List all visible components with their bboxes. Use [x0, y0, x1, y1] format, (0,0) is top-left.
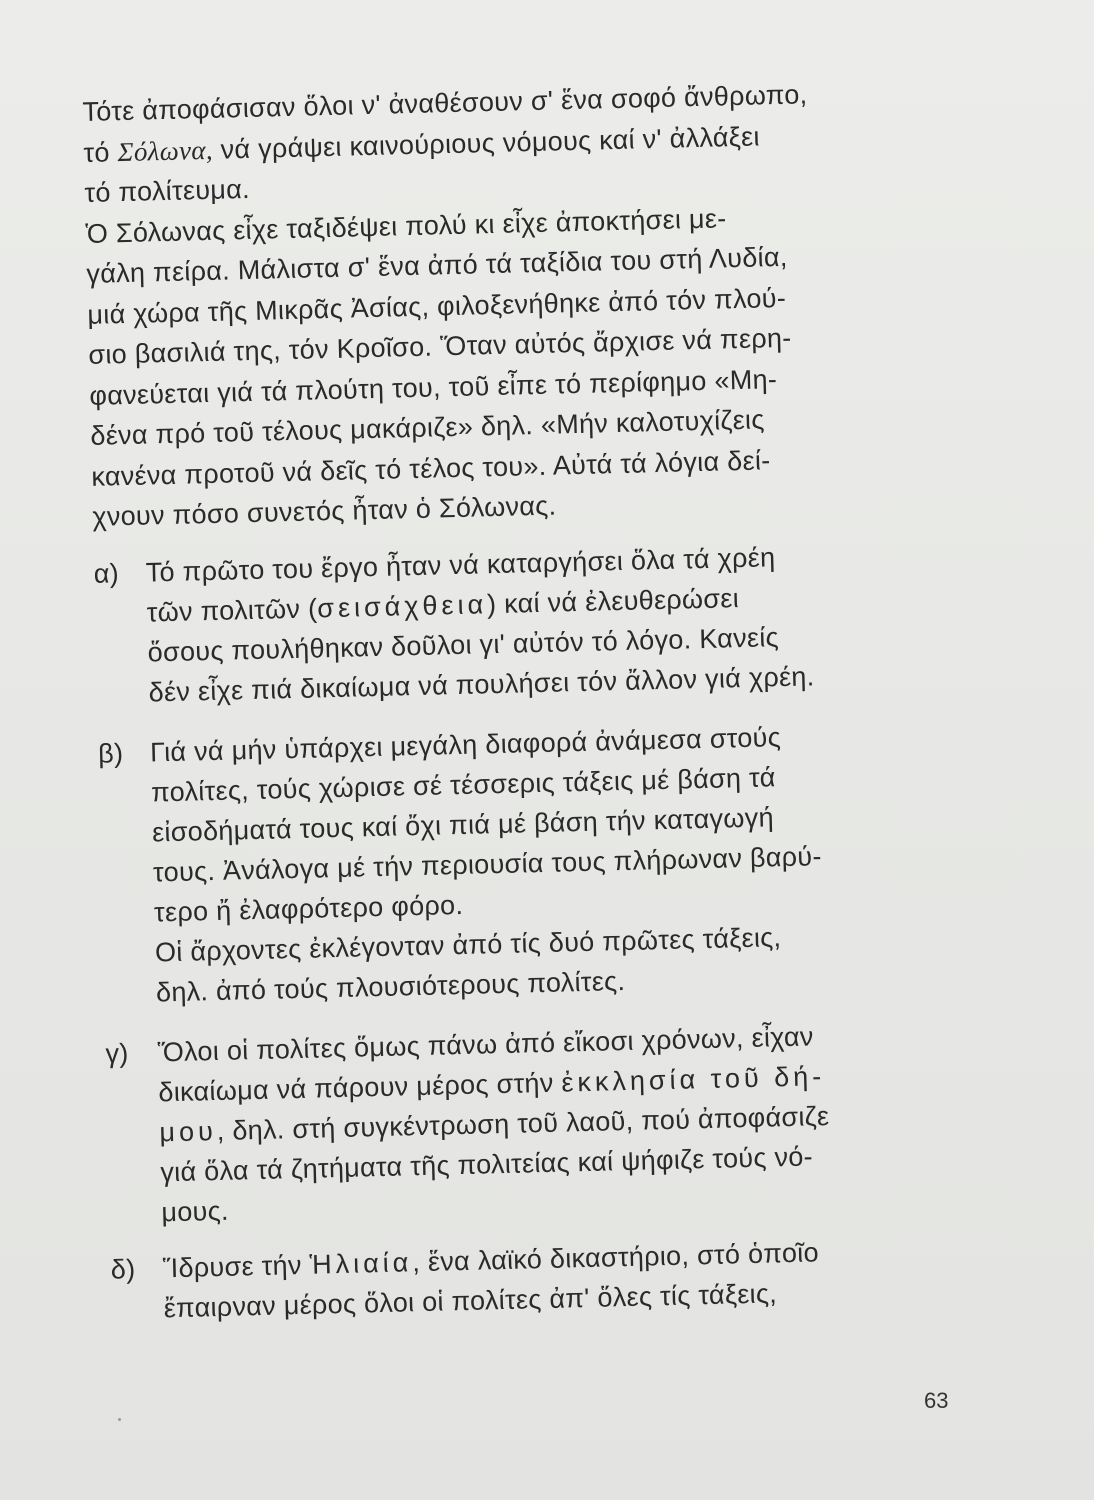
text-span: τό: [83, 136, 118, 168]
list-item-c: [105, 1012, 970, 1233]
ekklesia-term-end: μου: [159, 1115, 218, 1147]
text-line: Ὅλοι οἱ πολίτες ὅμως πάνω ἀπό εἴκοσι χρόνων, εἶχαν: [157, 1020, 814, 1067]
text-line: γάλη πείρα. Μάλιστα σ' ἕνα ἀπό τά ταξίδια του στή Λυδία,: [86, 241, 788, 289]
text-line: σιο βασιλιά της, τόν Κροῖσο. Ὅταν αὐτός ἄρχισε νά περη-: [88, 322, 792, 370]
text-line: πολίτες, τούς χώρισε σέ τέσσερις τάξεις μέ βάση τά: [150, 761, 776, 808]
text-line: κανένα προτοῦ νά δεῖς τό τέλος του». Αὐτά τά λόγια δεί-: [91, 444, 771, 492]
list-marker: α): [93, 557, 120, 589]
text-line: τους. Ἀνάλογα μέ τήν περιουσία τους πλήρωναν βαρύ-: [152, 840, 823, 887]
list-marker: δ): [110, 1253, 136, 1285]
text-line: φανεύεται γιά τά πλούτη του, τοῦ εἶπε τό περίφημο «Μη-: [89, 363, 778, 411]
seisachtheia-term: σεισάχθεια: [316, 588, 488, 623]
text-span: , ἕνα λαϊκό δικαστήριο, στό ὁποῖο: [411, 1236, 820, 1277]
list-marker: γ): [105, 1037, 129, 1069]
page-text: [82, 71, 972, 1329]
text-line: δηλ. ἀπό τούς πλουσιότερους πολίτες.: [155, 965, 626, 1007]
paragraph-intro: [82, 71, 945, 213]
text-line: Ὁ Σόλωνας εἶχε ταξιδέψει πολύ κι εἶχε ἀποκτήσει με-: [85, 202, 727, 249]
text-line: τερο ἤ ἐλαφρότερο φόρο.: [153, 889, 464, 927]
text-line: μιά χώρα τῆς Μικρᾶς Ἀσίας, φιλοξενήθηκε ἀπό τόν πλού-: [87, 282, 787, 330]
text-line: εἰσοδήματά τους καί ὄχι πιά μέ βάση τήν καταγωγή: [151, 801, 775, 848]
text-line: γιά ὅλα τά ζητήματα τῆς πολιτείας καί ψήφιζε τούς νό-: [160, 1140, 814, 1187]
text-line: μους.: [161, 1195, 230, 1227]
text-line: χνουν πόσο συνετός ἦταν ὁ Σόλωνας.: [92, 490, 557, 532]
text-span: δικαίωμα νά πάρουν μέρος στήν: [158, 1067, 562, 1107]
text-line: δέν εἶχε πιά δικαίωμα νά πουλήσει τόν ἄλλον γιά χρέη.: [148, 660, 815, 708]
text-span: Ἵδρυσε τήν: [162, 1249, 310, 1283]
text-line: δένα πρό τοῦ τέλους μακάριζε» δηλ. «Μήν καλοτυχίζεις: [90, 404, 765, 451]
text-line: ὅσους πουλήθηκαν δοῦλοι γι' αὐτόν τό λόγο. Κανείς: [147, 621, 780, 668]
ekklesia-term: ἐκκλησία τοῦ δή-: [560, 1060, 826, 1098]
text-span: , δηλ. στή συγκέντρωση τοῦ λαοῦ, πού ἀποφάσιζε: [216, 1100, 830, 1146]
text-span: ) καί νά ἐλευθερώσει: [486, 582, 740, 619]
text-line: Τό πρῶτο του ἔργο ἦταν νά καταργήσει ὅλα τά χρέη: [145, 541, 776, 588]
text-span: νά γράψει καινούριους νόμους καί ν' ἀλλάξει: [212, 120, 761, 165]
paper-speck: [118, 1418, 121, 1421]
text-line: τό πολίτευμα.: [84, 173, 251, 208]
text-line: Τότε ἀποφάσισαν ὅλοι ν' ἀναθέσουν σ' ἕνα σοφό ἄνθρωπο,: [82, 79, 808, 127]
solon-name-italic: Σόλωνα,: [117, 134, 214, 167]
page-number: 63: [924, 1388, 949, 1413]
text-line: ἔπαιρναν μέρος ὅλοι οἱ πολίτες ἀπ' ὅλες τίς τάξεις,: [163, 1277, 778, 1323]
text-span: τῶν πολιτῶν (: [146, 592, 318, 628]
paragraph-solon-croesus: [85, 192, 953, 537]
list-item-b: [98, 712, 965, 1013]
list-marker: β): [97, 737, 124, 769]
list-item-d: [110, 1228, 972, 1329]
heliaia-term: Ἡλιαία: [309, 1246, 413, 1280]
text-line: Γιά νά μήν ὑπάρχει μεγάλη διαφορά ἀνάμεσα στούς: [149, 721, 782, 768]
text-line: Οἱ ἄρχοντες ἐκλέγονταν ἀπό τίς δυό πρῶτες τάξεις,: [154, 921, 782, 967]
list-item-a: [93, 532, 957, 713]
